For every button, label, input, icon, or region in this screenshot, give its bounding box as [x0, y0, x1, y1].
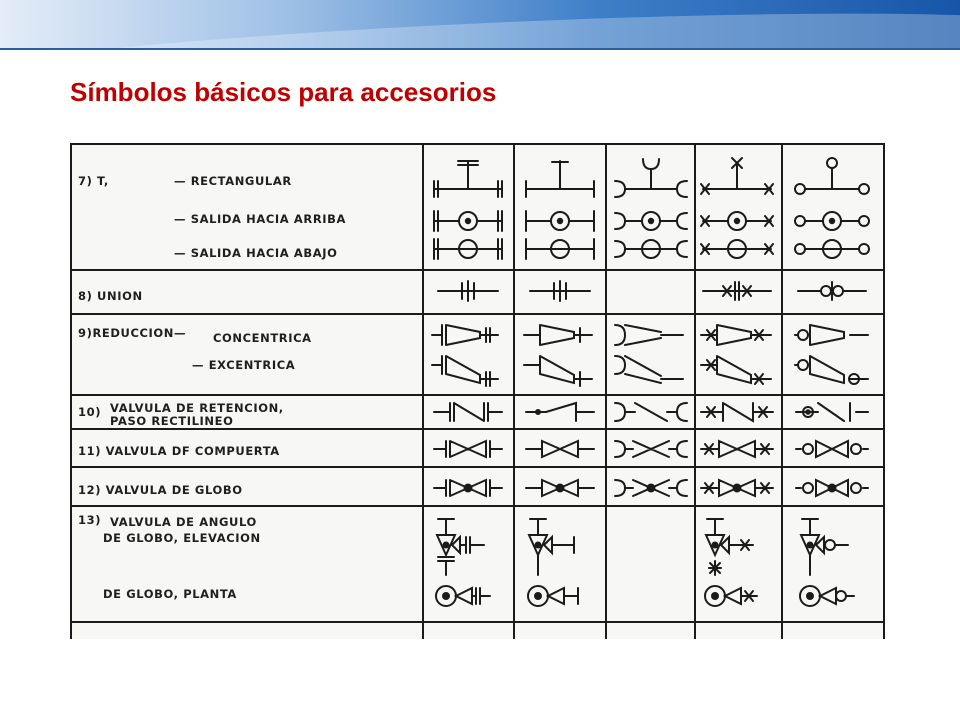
gate-valve-flanged-symbol	[428, 437, 508, 461]
angle-valve-elevation-soldered-symbol	[792, 515, 872, 577]
grid-line	[70, 428, 885, 430]
angle-valve-plan-flanged-symbol	[428, 581, 508, 611]
reducer-eccentric-soldered-symbol	[792, 354, 872, 384]
reducer-concentric-bell-symbol	[611, 320, 691, 350]
tee-outlet-down-bell-symbol	[611, 237, 691, 261]
reducer-concentric-soldered-symbol	[792, 320, 872, 350]
grid-line	[70, 269, 885, 271]
tee-outlet-down-soldered-symbol	[792, 237, 872, 261]
reducer-concentric-welded-symbol	[697, 320, 777, 350]
angle-valve-elevation-flanged-symbol	[428, 515, 508, 577]
union-flanged-symbol	[428, 279, 508, 303]
tee-outlet-up-soldered-symbol	[792, 209, 872, 233]
reducer-eccentric-welded-symbol	[697, 354, 777, 384]
row-13-line-2: DE GLOBO, ELEVACION	[103, 531, 261, 545]
row-12-label: 12) VALVULA DE GLOBO	[78, 483, 243, 497]
globe-valve-welded-symbol	[697, 476, 777, 500]
check-valve-flanged-symbol	[428, 399, 508, 425]
tee-outlet-up-welded-symbol	[697, 209, 777, 233]
grid-line	[70, 143, 72, 639]
angle-valve-plan-threaded-symbol	[520, 581, 600, 611]
tee-outlet-down-welded-symbol	[697, 237, 777, 261]
gate-valve-welded-symbol	[697, 437, 777, 461]
row-10-line-1: VALVULA DE RETENCION,	[110, 401, 284, 415]
grid-line	[694, 143, 696, 639]
grid-line	[883, 143, 885, 639]
tee-outlet-down-threaded-symbol	[520, 237, 600, 261]
row-13-line-3: DE GLOBO, PLANTA	[103, 587, 237, 601]
gate-valve-bell-symbol	[611, 437, 691, 461]
gate-valve-soldered-symbol	[792, 437, 872, 461]
row-10-label: 10)	[78, 405, 102, 419]
reducer-eccentric-bell-symbol	[611, 354, 691, 384]
row-7-option-up: — SALIDA HACIA ARRIBA	[174, 212, 347, 226]
tee-rectangular-threaded-symbol	[520, 157, 600, 197]
row-13-line-1: VALVULA DE ANGULO	[110, 515, 257, 529]
angle-valve-plan-soldered-symbol	[792, 581, 872, 611]
angle-valve-elevation-welded-symbol	[697, 515, 777, 577]
check-valve-soldered-symbol	[792, 399, 872, 425]
row-7-option-down: — SALIDA HACIA ABAJO	[174, 246, 338, 260]
header-banner	[0, 0, 960, 50]
tee-rectangular-soldered-symbol	[792, 157, 872, 197]
row-7-option-rectangular: — RECTANGULAR	[174, 174, 292, 188]
globe-valve-soldered-symbol	[792, 476, 872, 500]
globe-valve-flanged-symbol	[428, 476, 508, 500]
reducer-eccentric-threaded-symbol	[520, 354, 600, 384]
row-9-label: 9)REDUCCION—	[78, 326, 187, 340]
grid-line	[70, 143, 885, 145]
check-valve-threaded-symbol	[520, 399, 600, 425]
grid-line	[70, 505, 885, 507]
row-11-label: 11) VALVULA DF COMPUERTA	[78, 444, 280, 458]
row-7-label: 7) T,	[78, 174, 109, 188]
reducer-concentric-flanged-symbol	[428, 320, 508, 350]
tee-outlet-up-bell-symbol	[611, 209, 691, 233]
reducer-concentric-threaded-symbol	[520, 320, 600, 350]
grid-line	[513, 143, 515, 639]
row-10-line-2: PASO RECTILINEO	[110, 414, 234, 428]
globe-valve-bell-symbol	[611, 476, 691, 500]
grid-line	[70, 466, 885, 468]
union-welded-symbol	[697, 279, 777, 303]
globe-valve-threaded-symbol	[520, 476, 600, 500]
tee-rectangular-bell-symbol	[611, 157, 691, 197]
grid-line	[781, 143, 783, 639]
symbols-table	[70, 143, 885, 639]
tee-rectangular-flanged-symbol	[428, 157, 508, 197]
grid-line	[70, 394, 885, 396]
tee-outlet-up-threaded-symbol	[520, 209, 600, 233]
grid-line	[70, 313, 885, 315]
row-9-option-concentric: CONCENTRICA	[213, 331, 312, 345]
check-valve-bell-symbol	[611, 399, 691, 425]
reducer-eccentric-flanged-symbol	[428, 354, 508, 384]
row-13-label: 13)	[78, 513, 102, 527]
union-soldered-symbol	[792, 279, 872, 303]
slide-title: Símbolos básicos para accesorios	[70, 77, 497, 107]
union-threaded-symbol	[520, 279, 600, 303]
grid-line	[605, 143, 607, 639]
angle-valve-plan-welded-symbol	[697, 581, 777, 611]
check-valve-welded-symbol	[697, 399, 777, 425]
row-9-option-eccentric: — EXCENTRICA	[192, 358, 296, 372]
row-8-label: 8) UNION	[78, 289, 143, 303]
grid-line	[70, 621, 885, 623]
gate-valve-threaded-symbol	[520, 437, 600, 461]
grid-line	[422, 143, 424, 639]
tee-rectangular-welded-symbol	[697, 157, 777, 197]
tee-outlet-up-flanged-symbol	[428, 209, 508, 233]
tee-outlet-down-flanged-symbol	[428, 237, 508, 261]
angle-valve-elevation-threaded-symbol	[520, 515, 600, 577]
